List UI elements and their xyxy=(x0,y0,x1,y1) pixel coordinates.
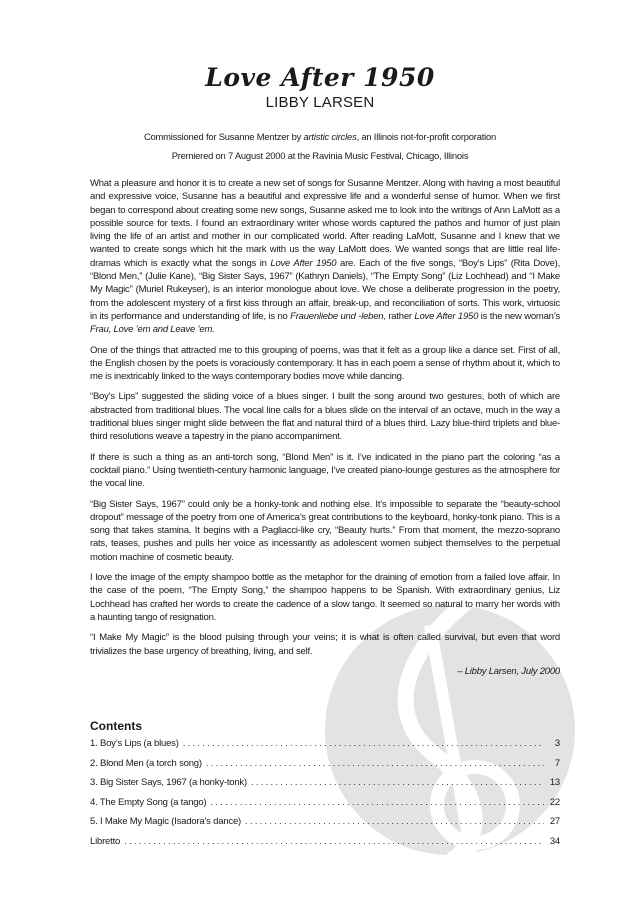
text-segment: Commissioned for Susanne Mentzer by xyxy=(143,131,304,142)
signature: – Libby Larsen, July 2000 xyxy=(457,665,560,677)
italic-text: Love After 1950 xyxy=(270,257,337,269)
text-segment: One of the things that attracted me to this grouping of poems, was that it felt as a group like a dance set. First of all, the English chosen by the poets is voraciously contemporary. It has in each poem a sense of rhythm about it, which to me is inextricably linked to the ways contemporary bodies move while dancing. xyxy=(90,344,560,383)
paragraph xyxy=(90,631,560,658)
text-segment: If there is such a thing as an anti-torch song, “Blond Men” is it. I’ve indicated in the piano part the coloring “as a cocktail piano.” Using twentieth-century harmonic language, I’ve created piano-lounge gestures as the atmosphere for the vocal line. xyxy=(90,451,560,490)
paragraph xyxy=(90,451,560,491)
text-segment: What a pleasure and honor it is to create a new set of songs for Susanne Mentzer. Along with having a most beautiful and expressive voice, Susanne has a beautiful and expressive life and a wonderful sense of humor. When we first began to correspond about creating some new songs, Susanne asked me to look into the writings of Ann LaMott as a possible source for texts. I found an extraordinary writer whose words captured the pathos and humor of just plain living the life of an artist and mother in our complicated world. After reading LaMott, Susanne and I knew that we wanted to create songs which hit the mark with us the way LaMott does. We wanted songs that are little real life-dramas which is exactly what the songs in xyxy=(90,178,560,269)
text-segment: “Big Sister Says, 1967” could only be a honky-tonk and nothing else. It’s impossible to separate the “beauty-school dropout” message of the poetry from one of America’s great contributions to the keyboard, honky-tonk piano. This is a song that takes stamina. It begins with a Pagliacci-like cry, “Beauty hurts.” From that moment, the mezzo-soprano rats, teases, pushes and pulls her voice as incessantly as adolescent women subject themselves to the perpetual motion machine of cosmetic beauty. xyxy=(90,498,560,563)
paragraph xyxy=(90,390,560,443)
contents-item-page: 3 xyxy=(554,738,560,750)
italic-text: artistic circles xyxy=(303,131,357,142)
dot-leader xyxy=(206,758,544,769)
paragraph xyxy=(90,177,560,337)
contents-item-title: 5. I Make My Magic (Isadora’s dance) xyxy=(90,816,242,828)
contents-heading: Contents xyxy=(90,719,142,734)
text-segment: “Boy’s Lips” suggested the sliding voice of a blues singer. I built the song around two gestures, both of which are abstracted from traditional blues. The vocal line calls for a blues slide on the interval of an octave, much in the way a traditional blues singer might slide between the flat and natural third of a blues third. Lazy blue-third triplets and blue-third resolutions weave a tapestry in the piano accompaniment. xyxy=(90,391,560,443)
contents-item xyxy=(90,777,560,797)
paragraph xyxy=(90,498,560,564)
text-segment: “I Make My Magic” is the blood pulsing through your veins; it is what is often called survival, but even that word trivializes the base urgency of breathing, living, and self. xyxy=(90,632,560,657)
contents-item-page: 27 xyxy=(549,816,560,828)
contents-item xyxy=(90,836,560,856)
dot-leader xyxy=(124,836,544,847)
italic-text: Frau, Love ’em and Leave ’em. xyxy=(90,324,215,336)
contents-item-page: 13 xyxy=(549,777,560,789)
paragraph xyxy=(90,571,560,624)
contents-item xyxy=(90,738,560,758)
dot-leader xyxy=(183,738,544,749)
dot-leader xyxy=(245,816,544,827)
text-segment: is the new woman’s xyxy=(478,310,560,322)
paragraph xyxy=(90,344,560,384)
contents-item-page: 34 xyxy=(549,836,560,848)
commission-line xyxy=(0,127,640,146)
composer-name: LIBBY LARSEN xyxy=(265,94,375,111)
text-segment: , an Illinois not-for-profit corporation xyxy=(356,131,497,142)
text-segment: are. Each of the five songs, “Boy’s Lips” (Rita Dove), “Blond Men,” (Julie Kane), “Big Sister Says, 1967” (Kathryn Daniels), “The Empty Song” (Liz Lochhead) and “I Make My Magic” (Muriel Rukeyser), is an interior monologue about love. We chose a deliberate progression in the poetry, from the adolescent mystery of a first kiss through an affair, break-up, and reconciliation of sorts. This work, virtuosic in its performance and understanding of life, is no xyxy=(90,257,560,322)
contents-item xyxy=(90,816,560,836)
contents-item-title: 1. Boy’s Lips (a blues) xyxy=(90,738,179,750)
italic-text: Love After 1950 xyxy=(414,310,479,322)
contents-item xyxy=(90,797,560,817)
contents-item-title: Libretto xyxy=(90,836,121,848)
text-segment: I love the image of the empty shampoo bottle as the metaphor for the draining of emotion from a failed love affair. In the case of the poem, “The Empty Song,” the shampoo happens to be Spanish. With extraordinary genius, Liz Lochhead has crafted her words to create the cadence of a slow tango. It seemed so natural to marry her words with a haunting tango of resignation. xyxy=(90,572,560,623)
contents-item-title: 4. The Empty Song (a tango) xyxy=(90,796,207,808)
table-of-contents xyxy=(90,718,560,856)
contents-item-title: 3. Big Sister Says, 1967 (a honky-tonk) xyxy=(90,777,247,789)
premiere-line: Premiered on 7 August 2000 at the Ravinia Music Festival, Chicago, Illinois xyxy=(171,150,469,161)
contents-item-page: 22 xyxy=(549,796,560,808)
contents-item-page: 7 xyxy=(554,757,560,769)
contents-item-title: 2. Blond Men (a torch song) xyxy=(90,757,202,769)
dot-leader xyxy=(251,777,544,788)
text-segment: rather xyxy=(385,310,415,322)
page-title: Love After 1950 xyxy=(205,63,435,92)
program-notes xyxy=(90,177,560,678)
contents-item xyxy=(90,758,560,778)
italic-text: Frauenliebe und -leben, xyxy=(290,310,386,322)
dot-leader xyxy=(210,797,544,808)
